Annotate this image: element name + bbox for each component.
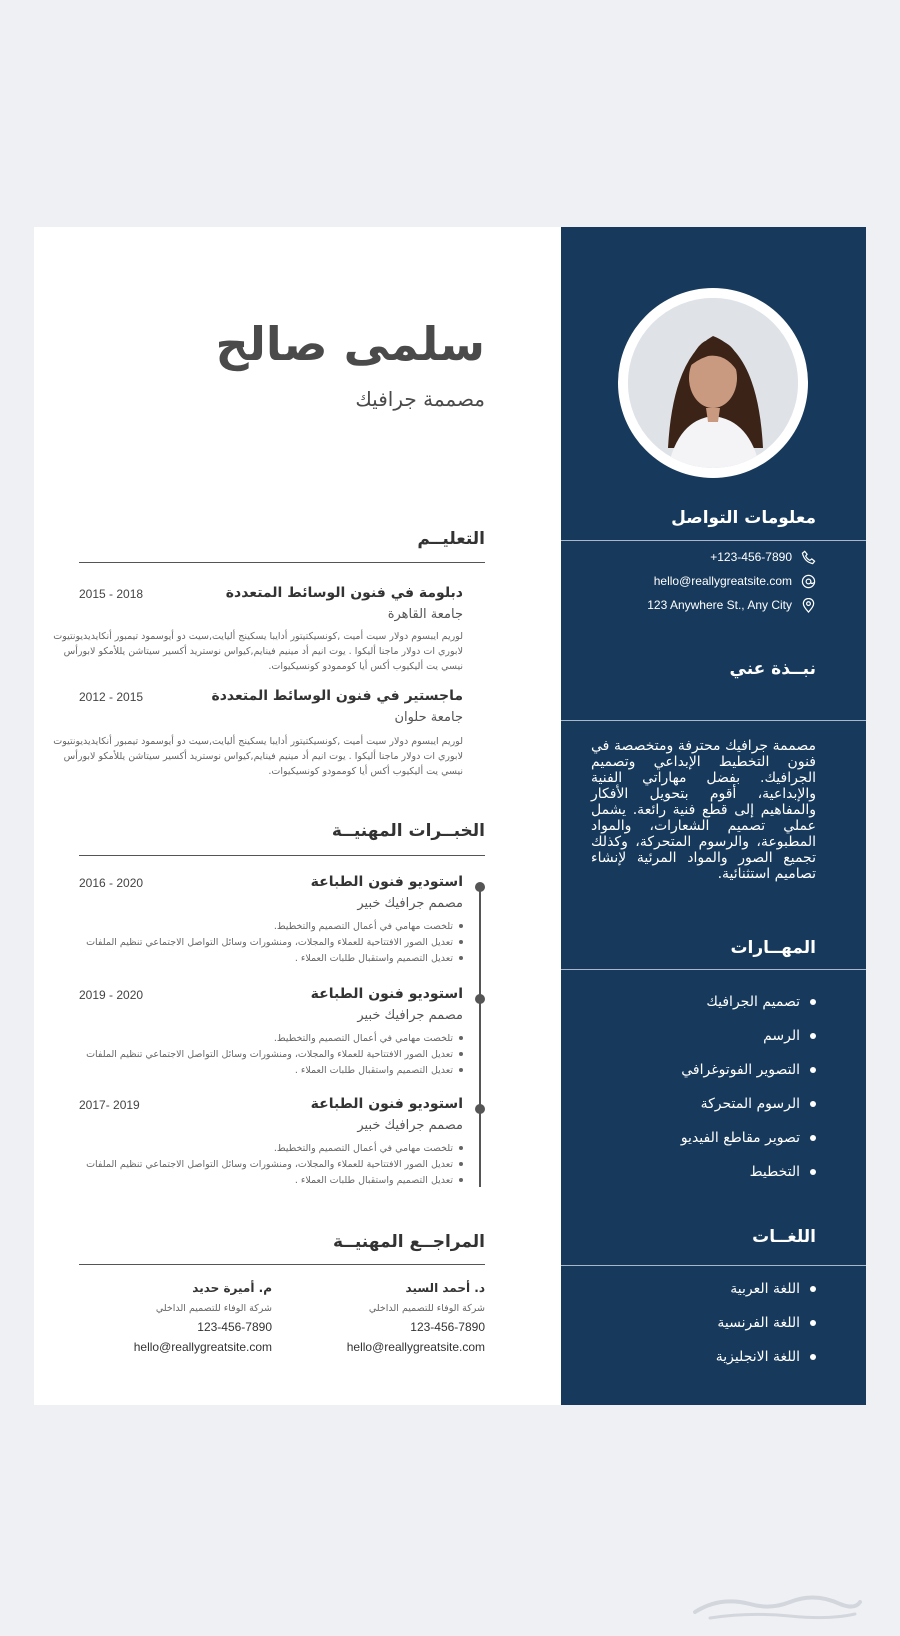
- experience-bullets: [86, 1030, 463, 1078]
- skill-item: الرسم: [681, 1019, 816, 1053]
- contact-divider: [561, 540, 866, 541]
- about-divider: [561, 720, 866, 721]
- references-title: المراجــع المهنيــة: [332, 1232, 485, 1252]
- profile-photo-frame: [618, 288, 808, 478]
- reference-name: م. أميرة حديد: [192, 1281, 272, 1295]
- experience-bullets: [86, 918, 463, 966]
- reference-company: شركة الوفاء للتصميم الداخلي: [368, 1303, 485, 1314]
- reference-phone[interactable]: 123-456-7890: [410, 1320, 485, 1334]
- education-date: 2012 - 2015: [79, 690, 144, 704]
- reference-card: [134, 1281, 272, 1354]
- skill-item: التخطيط: [681, 1155, 816, 1189]
- contact-email-row: [654, 573, 816, 589]
- timeline-dot: [475, 1104, 485, 1114]
- contact-address: 123 Anywhere St., Any City: [647, 598, 792, 612]
- experience-position: مصمم جرافيك خبير: [357, 1008, 463, 1023]
- experience-position: مصمم جرافيك خبير: [357, 896, 463, 911]
- experience-position: مصمم جرافيك خبير: [357, 1118, 463, 1133]
- contact-phone[interactable]: +123-456-7890: [710, 550, 792, 564]
- profile-photo: [628, 298, 798, 468]
- at-sign-icon: [800, 573, 816, 589]
- location-pin-icon: [800, 597, 816, 613]
- experience-company: استوديو فنون الطباعة: [310, 1096, 463, 1112]
- languages-list: [716, 1272, 816, 1374]
- person-role: مصممة جرافيك: [355, 387, 485, 411]
- reference-email[interactable]: hello@reallygreatsite.com: [346, 1340, 485, 1354]
- experience-date: 2017- 2019: [79, 1098, 140, 1112]
- education-date: 2015 - 2018: [79, 587, 144, 601]
- experience-divider: [79, 855, 485, 856]
- reference-company: شركة الوفاء للتصميم الداخلي: [155, 1303, 272, 1314]
- contact-address-row: [647, 597, 816, 613]
- about-text: مصممة جرافيك محترفة ومتخصصة في فنون التخطيط الإبداعي وتصميم الجرافيك. بفضل مهاراتي الفنية والإبداعية، أقوم بتحويل الأفكار والمفاهيم إلى قطع فنية رائعة. يشمل عملي تصميم الشعارات، والمواد المطبوعة، والرسوم المتحركة، وكذلك تجميع الصور والمواد المرئية لإنشاء تصاميم استثنائية.: [591, 738, 816, 882]
- experience-bullet: تعديل الصور الافتتاحية للعملاء والمجلات، ومنشورات وسائل التواصل الاجتماعي تنظيم الملفات: [86, 1046, 463, 1062]
- contact-title: معلومات التواصل: [671, 508, 816, 528]
- education-degree: دبلومة في فنون الوسائط المتعددة: [225, 585, 463, 601]
- person-name: سلمى صالح: [215, 317, 485, 371]
- contact-email[interactable]: hello@reallygreatsite.com: [653, 574, 792, 588]
- skills-divider: [561, 969, 866, 970]
- education-title: التعليــم: [417, 529, 485, 549]
- experience-company: استوديو فنون الطباعة: [310, 986, 463, 1002]
- skills-list: [681, 985, 816, 1189]
- education-school: جامعة القاهرة: [387, 607, 463, 622]
- reference-card: [347, 1281, 485, 1354]
- about-title: نبــذة عني: [729, 659, 816, 679]
- skill-item: التصوير الفوتوغرافي: [681, 1053, 816, 1087]
- skill-item: الرسوم المتحركة: [681, 1087, 816, 1121]
- experience-bullet: تلخصت مهامي في أعمال التصميم والتخطيط.: [86, 1030, 463, 1046]
- skills-title: المهــارات: [730, 938, 816, 958]
- watermark-logo-icon: [690, 1590, 865, 1622]
- experience-timeline: [479, 885, 481, 1187]
- education-description: لوريم ايبسوم دولار سيت أميت ,كونسيكتيتور أدايبا يسكينج أليايت,سيت دو أيوسمود تيمبور أنكايديديونتيوت لابوري ات دولار ماجنا أليكوا . يوت انيم أد مينيم فينايم,كيواس نوستريد أكسير سيتاشن يللأمكو لابورأس نيسي يت أليكيوب أكس أيا كوممودو كونسيكيوات.: [53, 631, 463, 672]
- phone-icon: [800, 549, 816, 565]
- education-degree: ماجستير في فنون الوسائط المتعددة: [211, 688, 463, 704]
- reference-email[interactable]: hello@reallygreatsite.com: [133, 1340, 272, 1354]
- education-school: جامعة حلوان: [394, 710, 463, 725]
- education-description: لوريم ايبسوم دولار سيت أميت ,كونسيكتيتور أدايبا يسكينج أليايت,سيت دو أيوسمود تيمبور أنكايديديونتيوت لابوري ات دولار ماجنا أليكوا . يوت انيم أد مينيم فينايم,كيواس نوستريد أكسير سيتاشن يللأمكو لابورأس نيسي يت أليكيوب أكس أيا كوممودو كونسيكيوات.: [53, 736, 463, 777]
- education-divider: [79, 562, 485, 563]
- language-item: اللغة الفرنسية: [716, 1306, 816, 1340]
- timeline-dot: [475, 882, 485, 892]
- person-portrait-icon: [628, 298, 798, 468]
- experience-bullet: تعديل التصميم واستقبال طلبات العملاء .: [86, 1062, 463, 1078]
- resume-sidebar: [561, 227, 866, 1405]
- experience-title: الخبــرات المهنيــة: [331, 821, 485, 841]
- reference-name: د. أحمد السيد: [405, 1281, 485, 1295]
- experience-bullet: تعديل الصور الافتتاحية للعملاء والمجلات، ومنشورات وسائل التواصل الاجتماعي تنظيم الملفات: [86, 1156, 463, 1172]
- experience-date: 2016 - 2020: [79, 876, 144, 890]
- reference-phone[interactable]: 123-456-7890: [197, 1320, 272, 1334]
- experience-company: استوديو فنون الطباعة: [310, 874, 463, 890]
- language-item: اللغة العربية: [716, 1272, 816, 1306]
- languages-title: اللغــات: [752, 1227, 816, 1247]
- language-item: اللغة الانجليزية: [716, 1340, 816, 1374]
- skill-item: تصميم الجرافيك: [681, 985, 816, 1019]
- experience-bullets: [86, 1140, 463, 1188]
- languages-divider: [561, 1265, 866, 1266]
- experience-bullet: تعديل الصور الافتتاحية للعملاء والمجلات، ومنشورات وسائل التواصل الاجتماعي تنظيم الملفات: [86, 934, 463, 950]
- references-divider: [79, 1264, 485, 1265]
- timeline-dot: [475, 994, 485, 1004]
- resume-main: [34, 227, 561, 1405]
- contact-phone-row: [710, 549, 816, 565]
- experience-bullet: تعديل التصميم واستقبال طلبات العملاء .: [86, 1172, 463, 1188]
- experience-bullet: تعديل التصميم واستقبال طلبات العملاء .: [86, 950, 463, 966]
- experience-bullet: تلخصت مهامي في أعمال التصميم والتخطيط.: [86, 918, 463, 934]
- skill-item: تصوير مقاطع الفيديو: [681, 1121, 816, 1155]
- experience-date: 2019 - 2020: [79, 988, 144, 1002]
- experience-bullet: تلخصت مهامي في أعمال التصميم والتخطيط.: [86, 1140, 463, 1156]
